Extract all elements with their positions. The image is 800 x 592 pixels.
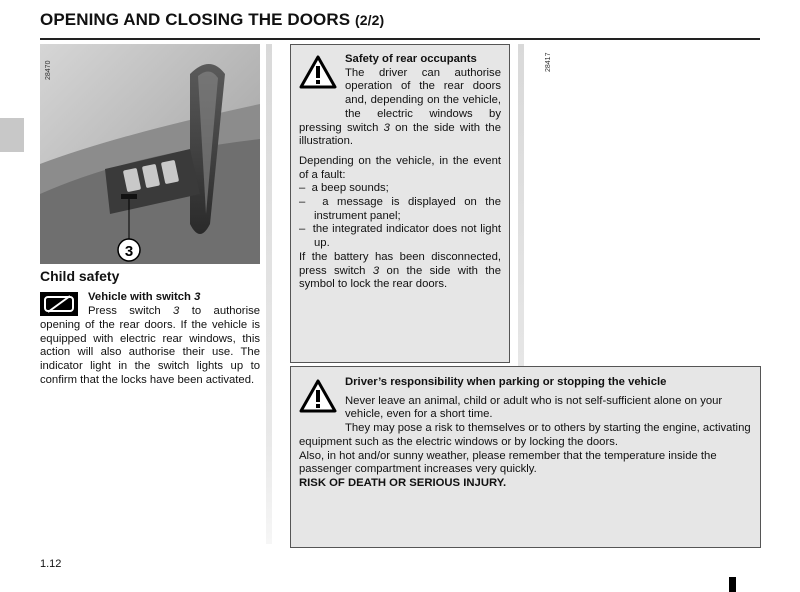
column-divider-left	[266, 44, 272, 544]
door-switch-illustration	[40, 44, 260, 264]
figure-id-left: 28470	[45, 60, 52, 80]
parking-warning-p2: They may pose a risk to themselves or to others by starting the engine, activating equipment such as the electric windows or by locking the doors.	[299, 422, 751, 448]
rear-p3-num: 3	[372, 264, 380, 277]
parking-responsibility-warning	[290, 366, 761, 548]
fault-item-text: a beep sounds;	[311, 182, 389, 195]
l1-num: 3	[173, 305, 180, 317]
title-page-of: (2/2)	[355, 12, 385, 28]
header-rule	[40, 38, 760, 40]
rear-warning-p3	[299, 251, 501, 292]
page-number: 1.12	[40, 558, 62, 570]
fault-item-text: a message is displayed on the instrument panel;	[314, 196, 501, 222]
rear-p1-a: The driver can authorise operation of the rear doors and, depending on the vehicle, the electric windows by pressing switch	[299, 66, 501, 134]
l1-a: Press switch	[88, 305, 174, 317]
rear-warning-p2: Depending on the vehicle, in the event of a fault:	[299, 154, 501, 181]
rear-p3-b: on the side with the symbol to lock the rear doors.	[299, 264, 501, 291]
title-text: OPENING AND CLOSING THE DOORS	[40, 10, 351, 29]
child-safety-line1	[88, 305, 260, 319]
door-switch-photo	[40, 44, 260, 264]
section-tab	[0, 118, 24, 152]
child-safety-heading: Child safety	[40, 268, 120, 284]
rear-warning-title: Safety of rear occupants	[345, 53, 477, 65]
child-lock-symbol	[40, 292, 78, 316]
fault-item: – the integrated indicator does not light up.	[299, 223, 501, 250]
subheading-num: 3	[194, 291, 201, 303]
figure-id-right: 28417	[545, 52, 552, 72]
parking-warning-p4: RISK OF DEATH OR SERIOUS INJURY.	[299, 476, 507, 489]
edge-marker	[729, 577, 736, 592]
rear-occupants-warning	[290, 44, 510, 363]
rear-warning-text	[299, 53, 501, 292]
rear-p1-b: on the side with the illustration.	[299, 121, 501, 148]
fault-item: – a beep sounds;	[299, 182, 389, 195]
subheading-text: Vehicle with switch	[88, 291, 195, 303]
child-safety-subheading	[88, 291, 260, 305]
rear-p1-num: 3	[383, 121, 390, 134]
l1-b: to authorise	[179, 305, 261, 317]
child-safety-body: opening of the rear doors. If the vehicle is equipped with electric rear windows, this action will also authorise their use. The indicator light in the switch lights up to confirm that the locks have been activated.	[40, 319, 260, 386]
fault-item: – a message is displayed on the instrument panel;	[299, 196, 501, 222]
page-title	[40, 10, 384, 30]
fault-item-text: the integrated indicator does not light up.	[312, 223, 501, 250]
parking-warning-text	[299, 376, 752, 491]
parking-warning-p3: Also, in hot and/or sunny weather, please remember that the temperature inside the passenger compartment increases very quickly.	[299, 449, 717, 476]
parking-warning-title: Driver’s responsibility when parking or stopping the vehicle	[345, 376, 667, 388]
child-lock-icon	[40, 292, 78, 316]
fault-list	[299, 182, 501, 251]
parking-warning-p1: Never leave an animal, child or adult who is not self-sufficient alone on your vehicle, even for a short time.	[345, 394, 723, 421]
callout-3: 3	[124, 243, 134, 260]
rear-p3-a: If the battery has been disconnected, press switch	[299, 250, 501, 277]
